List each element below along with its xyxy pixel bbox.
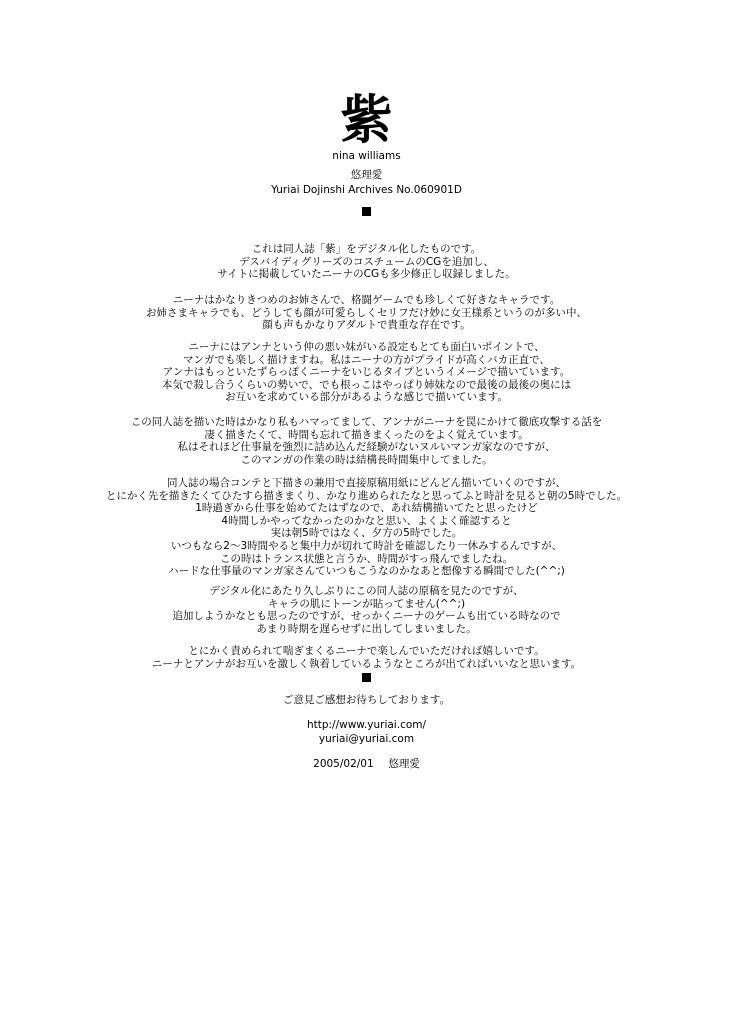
text-line: 4時間しかやってなかったのかなと思い、よくよく確認すると (221, 514, 512, 527)
text-line: 同人誌の場合コンテと下描きの兼用で直接原稿用紙にどんどん描いていくのですが、 (167, 477, 566, 489)
paragraph-4 (0, 416, 733, 466)
text-line: お互いを求めている部分があるような感じで描いています。 (225, 391, 508, 404)
section-divider-square (362, 673, 371, 682)
text-line: 凄く描きたくて、時間も忘れて描きまくったのをよく覚えています。 (204, 428, 529, 441)
text-line: いつもなら2～3時間やると集中力が切れて時計を確認したり一休みするんですが、 (170, 539, 563, 552)
website-url[interactable]: http://www.yuriai.com/ (306, 719, 427, 731)
paragraph-6 (0, 585, 733, 635)
text-line: 1時過ぎから仕事を始めてたはずなので、あれ結構描いてたと思ったけど (195, 502, 538, 515)
text-line: お姉さまキャラでも、どうしても顔が可愛らしくセリフだけ妙に女王様系というのが多い中、 (146, 306, 587, 319)
feedback-message: ご意見ご感想お待ちしております。 (282, 694, 451, 706)
text-line: アンナはもっといたずらっぽくニーナをいじるタイプというイメージで描いています。 (162, 366, 571, 379)
text-line: マンガでも楽しく描けますね。私はニーナの方がプライドが高くバカ正直で、 (183, 353, 550, 366)
author-name: 悠理愛 (350, 169, 383, 181)
text-line: このマンガの作業の時は結構長時間集中してました。 (240, 453, 493, 466)
text-line: ニーナにはアンナという仲の悪い妹がいる設定もとても面白いポイントで、 (188, 341, 545, 353)
text-line: この時はトランス状態と言うか、時間がすっ飛んでましたね。 (219, 552, 514, 565)
text-line: 本気で殺し合うくらいの勢いで、でも根っこはやっぱり姉妹なので最後の最後の奥には (161, 378, 572, 391)
text-line: とにかく責められて喘ぎまくるニーナで楽しんでいただければ嬉しいです。 (188, 645, 545, 657)
text-line: キャラの肌にトーンが貼ってません(^^;) (267, 597, 466, 610)
text-line: デジタル化にあたり久しぶりにこの同人誌の原稿を見たのですが、 (209, 585, 524, 597)
paragraph-7 (0, 645, 733, 670)
text-line: サイトに掲載していたニーナのCGも多少修正し収録しました。 (217, 268, 516, 281)
text-line: 実は朝5時ではなく、夕方の5時でした。 (270, 527, 463, 540)
paragraph-3 (0, 341, 733, 404)
text-line: 私はそれほど仕事量を強烈に詰め込んだ経験がないヌルいマンガ家なのですが、 (177, 441, 556, 454)
signature: 悠理愛 (388, 758, 420, 770)
email-address[interactable]: yuriai@yuriai.com (318, 733, 415, 745)
text-line: ニーナはかなりきつめのお姉さんで、格闘ゲームでも珍しくて好きなキャラです。 (172, 294, 561, 306)
section-divider-square (362, 207, 371, 216)
text-line: とにかく先を描きたくてひたすら描きまくり、かなり進められたなと思ってふと時計を見ると朝の5時でした。 (105, 489, 628, 502)
text-line: デスバイディグリーズのコスチュームのCGを追加し、 (239, 255, 494, 268)
title-kanji: 紫 (340, 90, 393, 151)
paragraph-1 (0, 243, 733, 281)
date-signature-line (0, 758, 733, 771)
date: 2005/02/01 (313, 758, 374, 770)
paragraph-2 (0, 294, 733, 332)
text-line: 追加しようかなとも思ったのですが、せっかくニーナのゲームも出ている時なので (172, 610, 561, 623)
text-line: これは同人誌「紫」をデジタル化したものです。 (251, 243, 482, 255)
paragraph-5 (0, 477, 733, 578)
text-line: ニーナとアンナがお互いを激しく執着しているようなところが出てればいいなと思います。 (151, 657, 582, 670)
archive-id: Yuriai Dojinshi Archives No.060901D (271, 184, 462, 196)
text-line: ハードな仕事量のマンガ家さんていつもこうなのかなあと想像する瞬間でした(^^;) (168, 565, 565, 578)
text-line: この同人誌を描いた時はかなり私もハマってまして、アンナがニーナを罠にかけて徹底攻撃する話を (130, 416, 603, 428)
subtitle: nina williams (332, 150, 401, 162)
text-line: 顔も声もかなりアダルトで貴重な存在です。 (262, 319, 471, 332)
text-line: あまり時期を遅らせずに出してしまいました。 (256, 622, 477, 635)
